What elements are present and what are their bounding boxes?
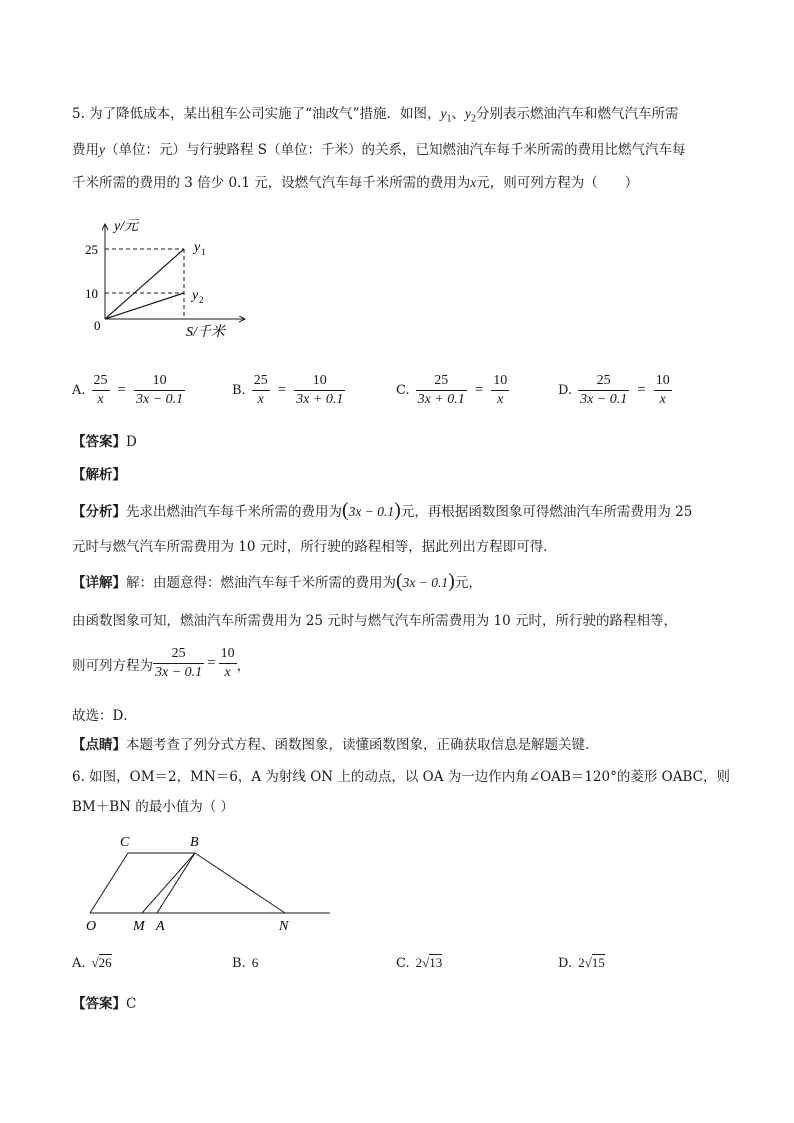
q5-dianjing: 【点睛】本题考查了列分式方程、函数图象，读懂函数图象，正确获取信息是解题关键．	[72, 737, 599, 753]
x-axis-label: S/千米	[186, 325, 225, 340]
q6-option-a[interactable]: A. √26	[72, 955, 112, 971]
q5-choose: 故选：D．	[72, 708, 137, 724]
label-y2: y	[192, 288, 199, 303]
q5-option-d[interactable]: D. $\frac{25}{3x - 0.1}$ = $\frac{10}{x}$	[558, 373, 670, 407]
q5-stem-line2: 费用y（单位：元）与行驶路程 S（单位：千米）的关系，已知燃油汽车每千米所需的费用比燃气汽车每	[72, 142, 686, 158]
q5-answer: 【答案】D	[72, 434, 137, 450]
q5-detail-line2: 由函数图象可知，燃油汽车所需费用为 25 元时与燃气汽车所需费用为 10 元时，所行驶的路程相等，	[72, 613, 678, 629]
q6-figure	[80, 828, 340, 936]
q5-graph	[70, 210, 260, 350]
label-y2-sub: 2	[199, 295, 204, 305]
q5-option-b[interactable]: B. $\frac{25}{x}$ = $\frac{10}{3x + 0.1}$	[232, 373, 344, 407]
q6-option-c[interactable]: C. 2√13	[396, 955, 443, 971]
side-ba	[157, 853, 195, 913]
label-y1-sub: 1	[201, 247, 206, 257]
q6-answer: 【答案】C	[72, 996, 137, 1012]
q6-option-d[interactable]: D. 2√15	[558, 955, 605, 971]
segment-bm	[142, 853, 195, 913]
q5-stem-line1: 5. 为了降低成本，某出租车公司实施了“油改气”措施．如图，$y_1$、$y_2$分别表示燃油汽车和燃气汽车所需	[72, 106, 679, 125]
q5-detail-line1: 【详解】解：由题意得：燃油汽车每千米所需的费用为(3x − 0.1)元，	[72, 570, 482, 592]
q5-fenxi-line1: 【分析】先求出燃油汽车每千米所需的费用为(3x − 0.1)元，再根据函数图象可得燃油汽车所需费用为 25	[72, 499, 693, 521]
q6-stem-line2: BM＋BN 的最小值为（ ）	[72, 799, 235, 815]
side-oc	[90, 853, 128, 913]
tick-10: 10	[85, 286, 98, 301]
q5-fenxi-line2: 元时与燃气汽车所需费用为 10 元时，所行驶的路程相等，据此列出方程即可得．	[72, 539, 557, 555]
q5-detail-line3: 则可列方程为 $\frac{25}{3x - 0.1}$ = $\frac{10}{x}$ ，	[72, 646, 251, 680]
label-a: A	[156, 919, 165, 934]
label-o: O	[86, 919, 97, 934]
q5-analysis-heading: 【解析】	[72, 467, 126, 483]
origin-label: 0	[94, 318, 101, 333]
segment-bn	[195, 853, 285, 913]
q5-y1: y	[440, 106, 447, 121]
tick-25: 25	[85, 242, 98, 257]
label-m: M	[133, 919, 145, 934]
q5-option-c[interactable]: C. $\frac{25}{3x + 0.1}$ = $\frac{10}{x}$	[396, 373, 508, 407]
line-y1	[105, 249, 184, 319]
q5-stem-line3: 千米所需的费用的 3 倍少 0.1 元，设燃气汽车每千米所需的费用为x元，则可列方程为（ ）	[72, 175, 639, 191]
q5-option-a[interactable]: A. $\frac{25}{x}$ = $\frac{10}{3x - 0.1}$	[72, 373, 184, 407]
line-y2	[105, 293, 184, 319]
label-c: C	[120, 835, 130, 850]
q6-option-b[interactable]: B. 6	[232, 955, 259, 971]
label-y1: y	[194, 240, 201, 255]
q6-stem-line1: 6. 如图，OM＝2，MN＝6，A 为射线 ON 上的动点，以 OA 为一边作内角∠OAB＝120°的菱形 OABC，则	[72, 769, 730, 785]
y-axis-label: y/元	[114, 219, 139, 234]
label-b: B	[190, 835, 199, 850]
label-n: N	[279, 919, 289, 934]
